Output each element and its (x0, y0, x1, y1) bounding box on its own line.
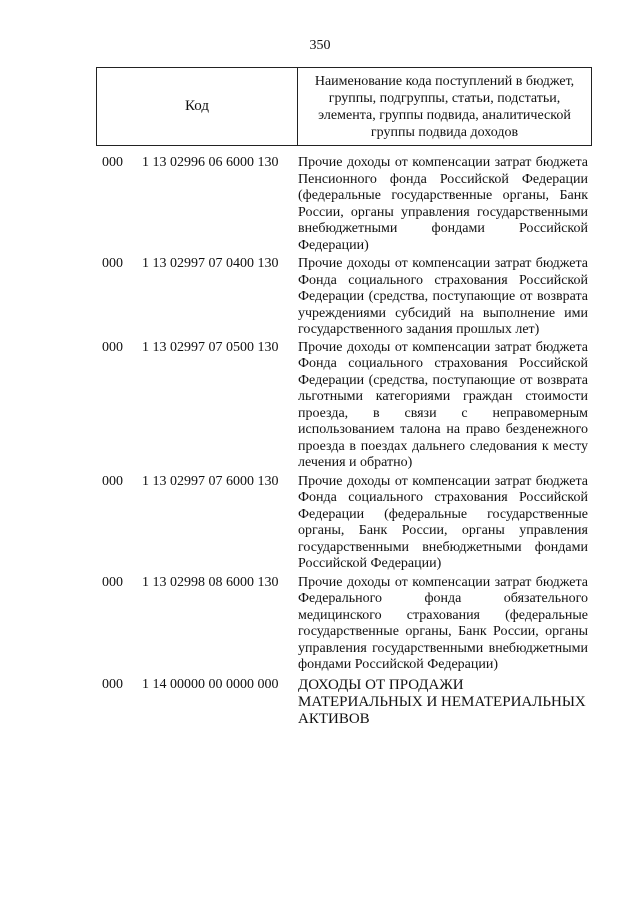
row-admin-code: 000 (102, 676, 123, 692)
row-code: 1 13 02997 07 0500 130 (142, 339, 279, 355)
page-number: 350 (309, 38, 331, 53)
row-admin-code: 000 (102, 473, 123, 489)
header-code-column: Код (97, 68, 298, 145)
row-admin-code: 000 (102, 574, 123, 590)
row-name: Прочие доходы от компенсации затрат бюджета Федерального фонда обязательного медицинского страхования (федеральные государственные органы, Банк России, органы управления государственными внебюджетными фондами Российской Федерации) (298, 574, 588, 672)
table-row (102, 340, 588, 472)
row-code: 1 13 02996 06 6000 130 (142, 155, 279, 170)
table-row (102, 677, 588, 728)
row-name: Прочие доходы от компенсации затрат бюджета Фонда социального страхования Российской Федерации (средства, поступающие от возврата учреждениями субсидий на выполнение ими государственного задания прошлых лет) (298, 256, 588, 337)
row-name: Прочие доходы от компенсации затрат бюджета Пенсионного фонда Российской Федерации (федеральные государственные органы, Банк России, органы управления государственными внебюджетными фондами Российской Федерации) (298, 155, 588, 253)
row-name: Прочие доходы от компенсации затрат бюджета Фонда социального страхования Российской Федерации (средства, поступающие от возврата льготными категориями граждан стоимости проезда, в связи с неправомерным использованием талона на право безденежного проезда в поездах дальнего следования к месту лечения и обратно) (298, 339, 588, 470)
row-code: 1 13 02997 07 6000 130 (142, 473, 279, 489)
row-code: 1 13 02997 07 0400 130 (142, 256, 279, 271)
row-admin-code: 000 (102, 155, 123, 170)
table-body (102, 155, 588, 728)
row-code: 1 13 02998 08 6000 130 (142, 574, 279, 590)
row-admin-code: 000 (102, 256, 123, 271)
row-admin-code: 000 (102, 339, 123, 355)
table-row (102, 474, 588, 573)
row-code: 1 14 00000 00 0000 000 (142, 676, 279, 692)
table-row (102, 575, 588, 674)
row-name: ДОХОДЫ ОТ ПРОДАЖИ МАТЕРИАЛЬНЫХ И НЕМАТЕРИАЛЬНЫХ АКТИВОВ (298, 676, 586, 727)
header-name-column: Наименование кода поступлений в бюджет, группы, подгруппы, статьи, подстатьи, элемента, группы подвида, аналитической группы подвида доходов (314, 73, 575, 140)
row-name: Прочие доходы от компенсации затрат бюджета Фонда социального страхования Российской Федерации (федеральные государственные органы, Банк России, органы управления государственными внебюджетными фондами Российской Федерации) (298, 473, 588, 571)
table-header (96, 67, 592, 146)
table-row (102, 256, 588, 339)
table-row (102, 155, 588, 254)
